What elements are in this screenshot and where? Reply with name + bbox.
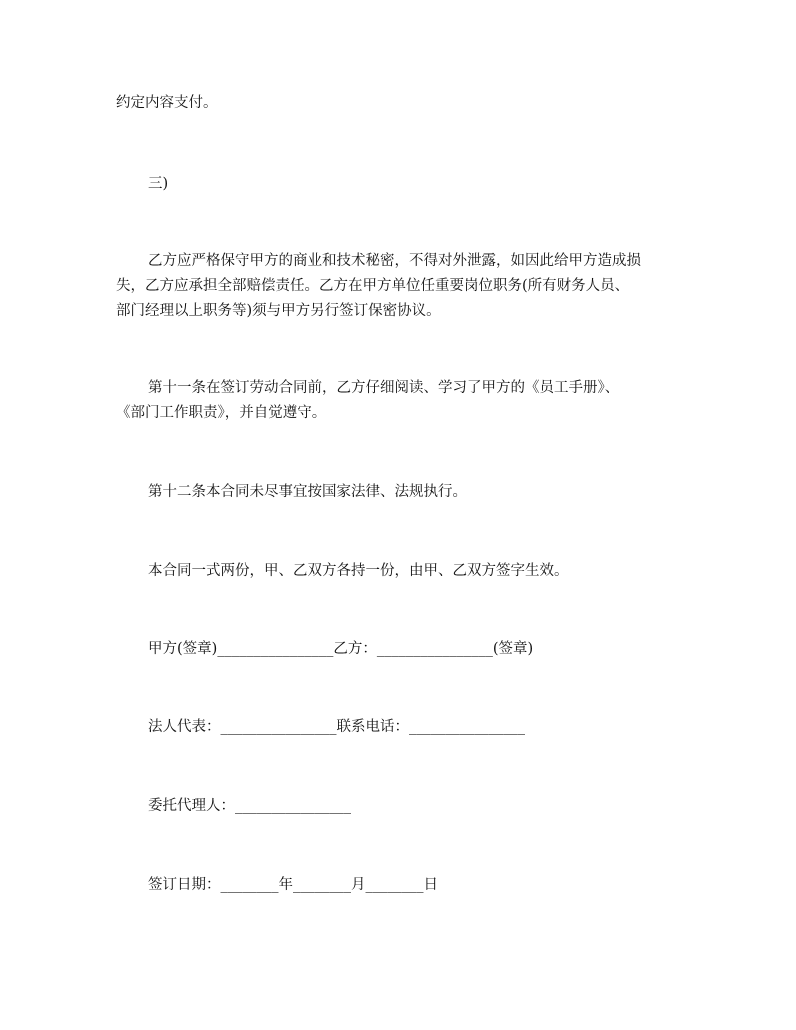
article-12: 第十二条本合同未尽事宜按国家法律、法规执行。 xyxy=(148,484,467,500)
legal-representative-line: 法人代表：________________联系电话：________________ xyxy=(148,719,525,735)
text-line-continuation: 约定内容支付。 xyxy=(116,95,218,111)
agent-line: 委托代理人：________________ xyxy=(148,798,351,814)
copies-clause: 本合同一式两份，甲、乙双方各持一份，由甲、乙双方签字生效。 xyxy=(148,563,569,579)
section-number: 三) xyxy=(148,176,169,192)
paragraph-line: 《部门工作职责》，并自觉遵守。 xyxy=(116,405,327,421)
paragraph-line: 第十一条在签订劳动合同前，乙方仔细阅读、学习了甲方的《员工手册》、 xyxy=(148,380,620,396)
paragraph-line: 乙方应严格保守甲方的商业和技术秘密，不得对外泄露，如因此给甲方造成损 xyxy=(148,253,641,269)
signing-date-line: 签订日期：________年________月________日 xyxy=(148,877,438,893)
paragraph-line: 部门经理以上职务等)须与甲方另行签订保密协议。 xyxy=(116,303,441,319)
paragraph-line: 失，乙方应承担全部赔偿责任。乙方在甲方单位任重要岗位职务(所有财务人员、 xyxy=(116,278,630,294)
signature-parties-line: 甲方(签章)________________乙方：________________(签章) xyxy=(148,641,534,657)
